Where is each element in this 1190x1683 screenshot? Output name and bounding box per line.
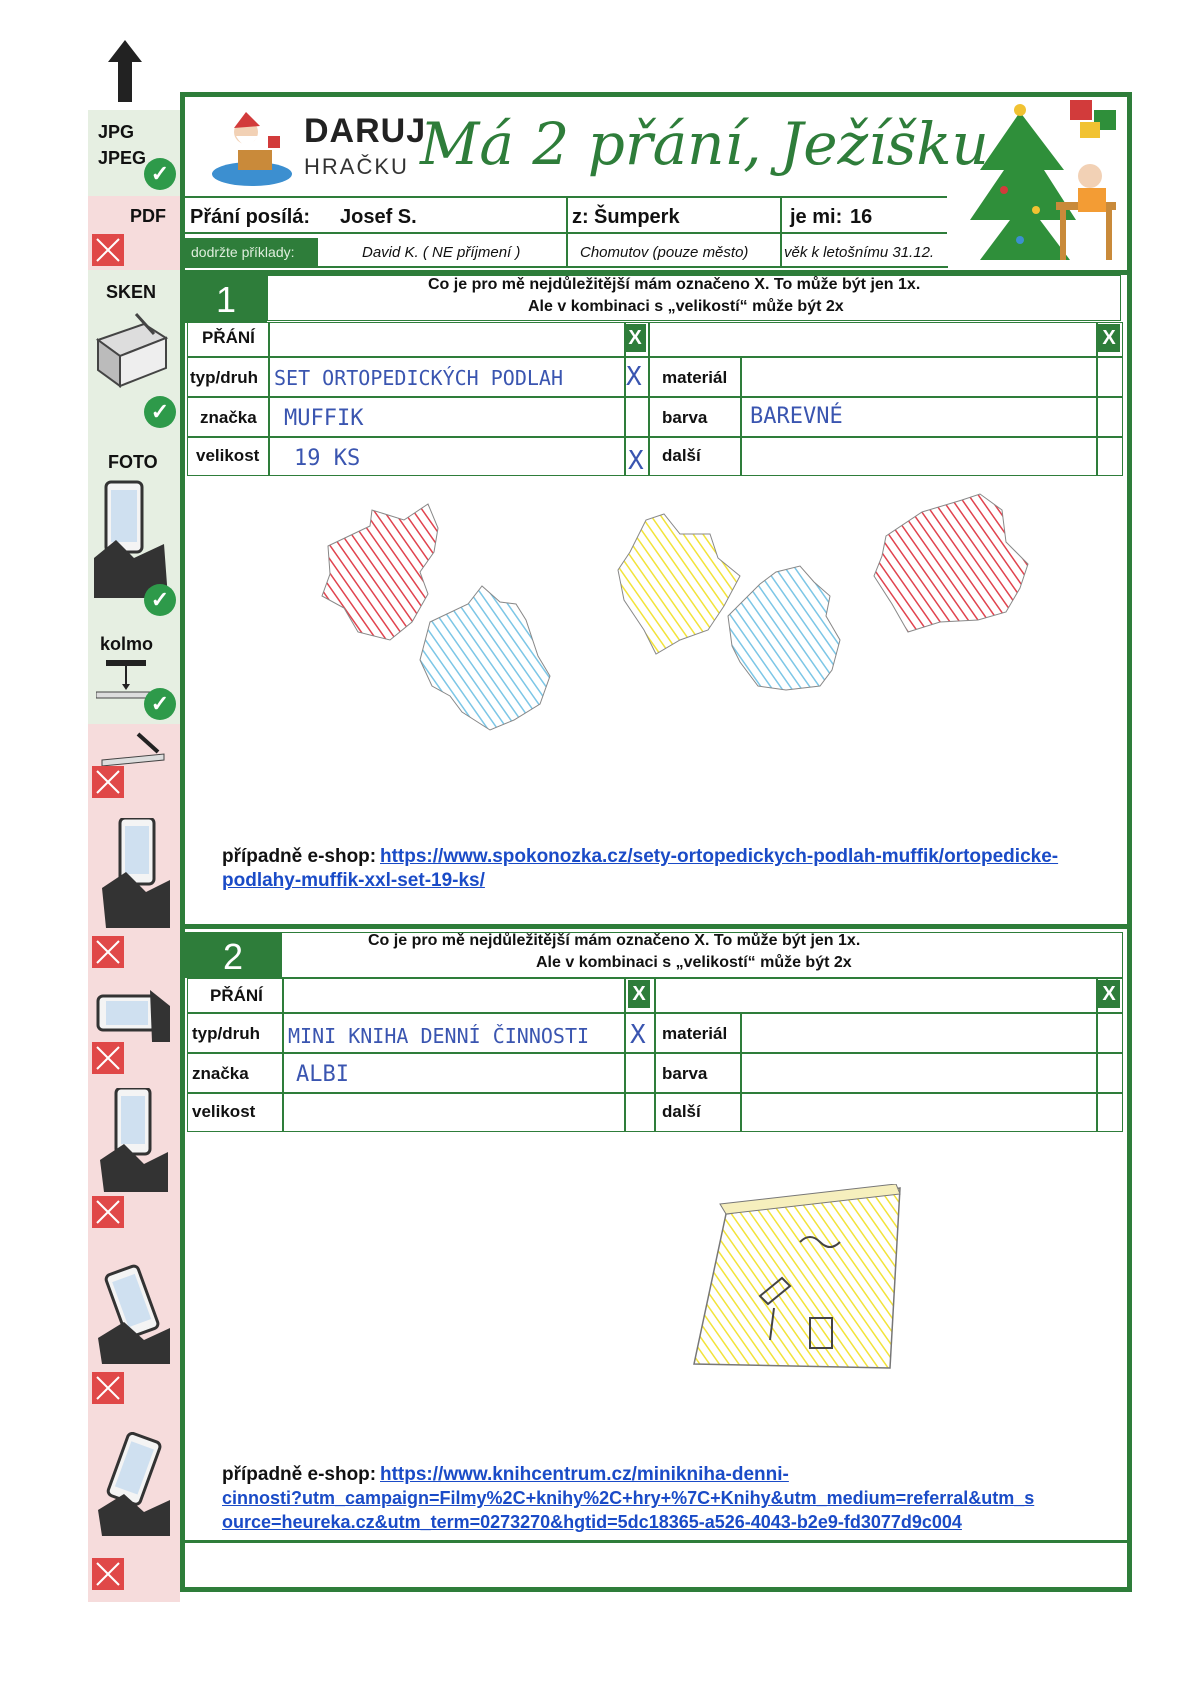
wish-2-eshop-link-continued[interactable]: cinnosti?utm_campaign=Filmy%2C+knihy%2C+hry+%7C+Knihy&utm_medium=referral&utm_s: [222, 1488, 1035, 1508]
page-title: Má 2 přání, Ježíšku: [420, 110, 989, 178]
wish-2-drawing: [690, 1184, 910, 1384]
wish-1-x-right: X: [1098, 324, 1120, 352]
wish-2-x-left: X: [628, 980, 650, 1008]
logo-daruj: DARUJ: [304, 112, 427, 150]
cross-icon: [92, 1042, 124, 1074]
wish-2-instruction-1: Co je pro mě nejdůležitější mám označeno X. To může být jen 1x.: [368, 932, 861, 949]
wish-1-instruction-2: Ale v kombinaci s „velikostí“ může být 2x: [528, 298, 844, 315]
check-icon: ✓: [144, 584, 176, 616]
wish-2-eshop-label: případně e-shop:: [222, 1464, 377, 1485]
wish-2-type-mark: X: [630, 1020, 646, 1050]
sken-label: SKEN: [106, 282, 157, 302]
sidebar-section-pdf: [88, 196, 180, 272]
wish-1-color-value: BAREVNÉ: [750, 404, 843, 429]
jpg-label: JPG: [98, 122, 135, 142]
city-value: Šumperk: [594, 206, 680, 228]
wish-1-type-label: typ/druh: [190, 368, 258, 387]
wish-1-header-label: PŘÁNÍ: [202, 328, 255, 347]
example-city: Chomutov (pouze město): [580, 244, 749, 261]
wish-2-size-label: velikost: [192, 1102, 256, 1121]
christmas-tree-icon: [960, 100, 1128, 270]
scanner-icon: [94, 310, 170, 390]
wish-2-type-label: typ/druh: [192, 1024, 260, 1043]
cross-icon: [92, 1196, 124, 1228]
wish-2-material-label: materiál: [662, 1024, 728, 1043]
city-label: z:: [572, 206, 589, 228]
sidebar-section-phone-2: [88, 804, 180, 980]
check-icon: ✓: [144, 688, 176, 720]
tilted-phone-icon: [94, 1432, 174, 1536]
foto-label: FOTO: [108, 452, 158, 472]
wish-2-eshop-link-continued-2[interactable]: ource=heureka.cz&utm_term=0273270&hgtid=5dc18365-a526-4043-b2e9-fd3077d9c004: [222, 1512, 962, 1532]
landscape-phone-icon: [94, 986, 174, 1042]
wish-1-size-label: velikost: [196, 446, 260, 465]
wish-1-type-mark: X: [626, 362, 642, 392]
age-value: 16: [850, 206, 873, 228]
sidebar-section-sken: [88, 270, 180, 442]
jpeg-label: JPEG: [98, 148, 147, 168]
sidebar-section-angled: [88, 724, 180, 806]
age-label: je mi:: [790, 206, 843, 228]
check-icon: ✓: [144, 158, 176, 190]
format-sidebar: [88, 110, 180, 1602]
sidebar-section-kolmo: [88, 624, 180, 726]
example-name: David K. ( NE příjmení ): [362, 244, 521, 261]
sidebar-section-phone-3: [88, 978, 180, 1084]
cross-icon: [92, 1558, 124, 1590]
sidebar-section-phone-5: [88, 1234, 180, 1414]
wish-1-other-label: další: [662, 446, 701, 465]
cross-icon: [92, 936, 124, 968]
wish-1-x-left: X: [624, 324, 646, 352]
sidebar-section-phone-4: [88, 1082, 180, 1236]
wish-2-type-value: MINI KNIHA DENNÍ ČINNOSTI: [288, 1024, 590, 1048]
examples-label: dodržte příklady:: [191, 244, 295, 260]
wish-2-other-label: další: [662, 1102, 701, 1121]
wish-1-number: 1: [185, 275, 267, 323]
sender-value: Josef S.: [340, 206, 417, 228]
cross-icon: [92, 766, 124, 798]
pdf-label: PDF: [130, 206, 166, 226]
wish-2-brand-label: značka: [192, 1064, 249, 1083]
example-age: věk k letošnímu 31.12.: [784, 244, 935, 261]
examples-label-box: [185, 238, 317, 268]
wish-2-x-right: X: [1098, 980, 1120, 1008]
wish-1-brand-label: značka: [200, 408, 257, 427]
wish-1-size-value: 19 KS: [294, 446, 361, 471]
santa-logo-icon: [208, 110, 296, 190]
sidebar-section-foto: [88, 440, 180, 626]
cross-icon: [92, 1372, 124, 1404]
wish-1-eshop-link[interactable]: https://www.spokonozka.cz/sety-ortopedickych-podlah-muffik/ortopedicke-: [380, 846, 1059, 867]
angled-icon: [98, 730, 168, 770]
phone-hand-icon: [98, 1088, 170, 1192]
wish-1-material-label: materiál: [662, 368, 728, 387]
kolmo-label: kolmo: [100, 634, 154, 654]
wish-1-size-mark: X: [628, 446, 644, 476]
wish-1-instruction-1: Co je pro mě nejdůležitější mám označeno X. To může být jen 1x.: [428, 276, 921, 293]
cross-icon: [92, 234, 124, 266]
wish-2-color-label: barva: [662, 1064, 708, 1083]
tilted-phone-icon: [94, 1264, 174, 1364]
wish-2-brand-value: ALBI: [296, 1062, 349, 1087]
check-icon: ✓: [144, 396, 176, 428]
wish-1-type-value: SET ORTOPEDICKÝCH PODLAH: [274, 366, 563, 390]
wish-2-number: 2: [185, 932, 281, 978]
sender-label: Přání posílá:: [190, 206, 311, 228]
wish-1-eshop-link-continued[interactable]: podlahy-muffik-xxl-set-19-ks/: [222, 870, 485, 891]
wish-2-header-label: PŘÁNÍ: [210, 986, 263, 1005]
sidebar-section-jpg: [88, 110, 180, 198]
sidebar-section-phone-6: [88, 1412, 180, 1602]
wish-1-eshop-label: případně e-shop:: [222, 846, 377, 867]
wish-1-brand-value: MUFFIK: [284, 406, 364, 431]
phone-photo-icon: [94, 478, 170, 598]
phone-hand-icon: [96, 818, 172, 928]
logo-hracku: HRAČKU: [304, 154, 409, 179]
up-arrow-icon: [108, 40, 142, 102]
wish-2-instruction-2: Ale v kombinaci s „velikostí“ může být 2x: [536, 954, 852, 971]
wish-1-drawing: [300, 490, 1100, 790]
wish-2-eshop-link[interactable]: https://www.knihcentrum.cz/minikniha-denni-: [380, 1464, 789, 1485]
wish-1-color-label: barva: [662, 408, 708, 427]
